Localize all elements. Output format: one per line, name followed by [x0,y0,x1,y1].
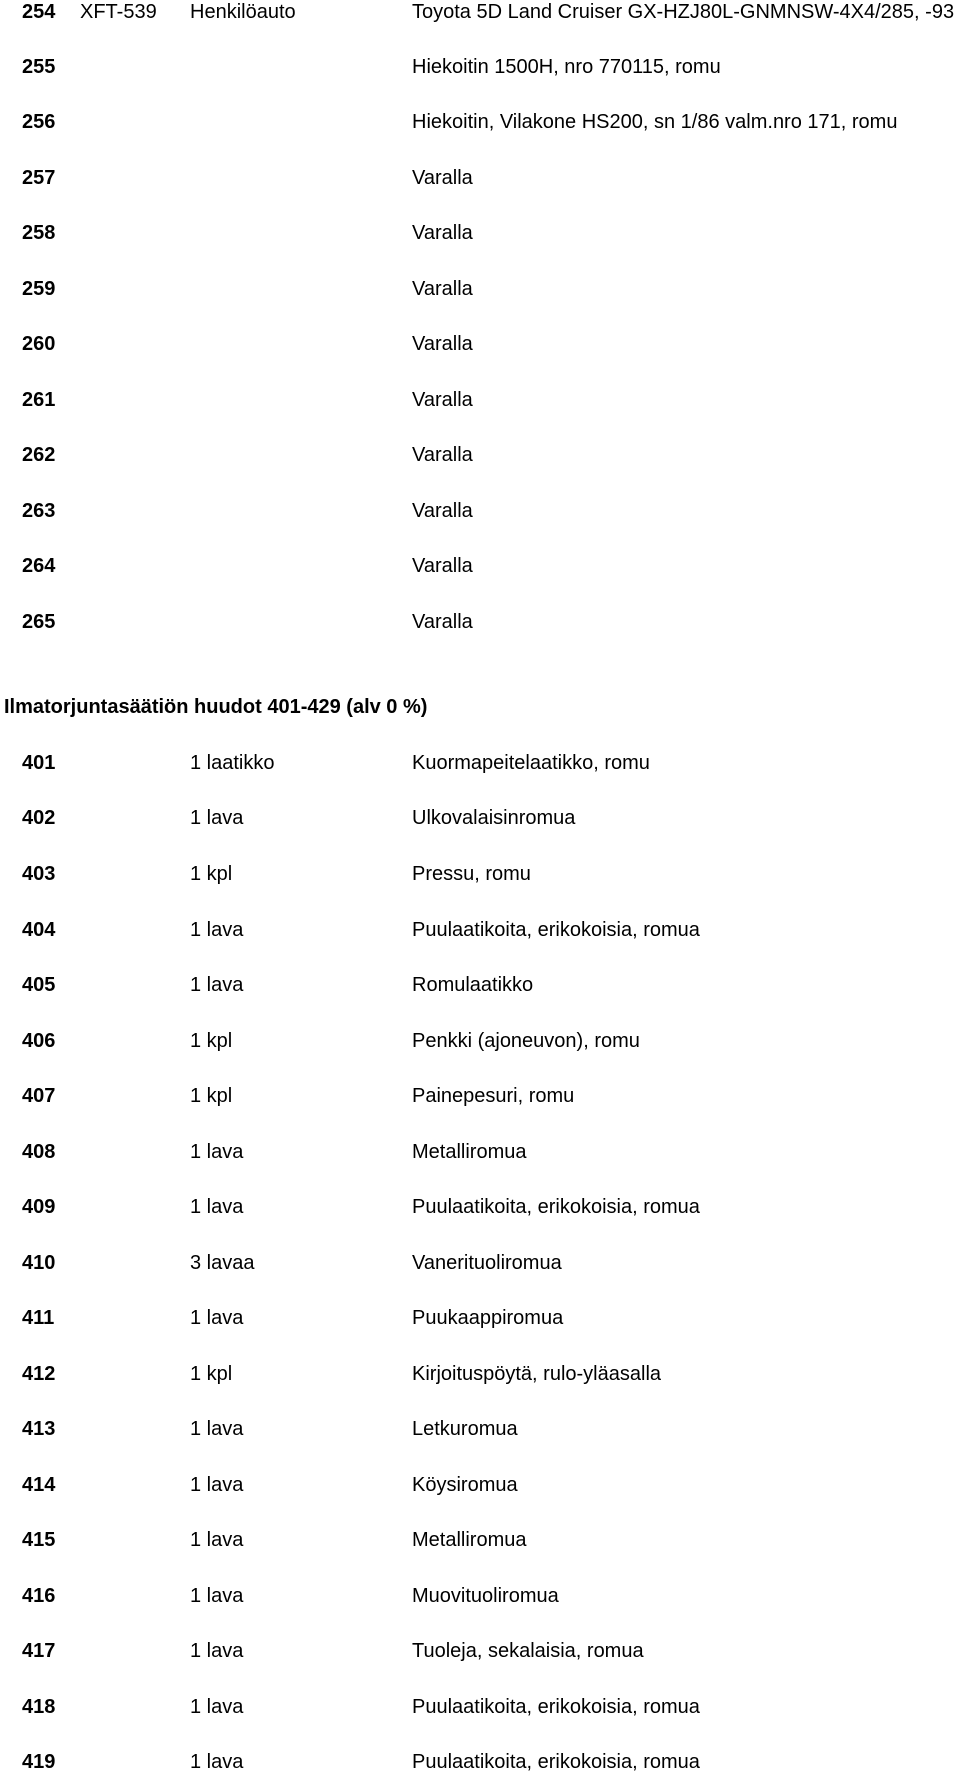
lot-quantity: 1 lava [190,1696,244,1718]
lot-quantity: 1 lava [190,1474,244,1496]
lot-number: 258 [22,222,56,244]
lot-row [0,1470,960,1500]
lot-quantity: 1 kpl [190,863,233,885]
lot-description: Ulkovalaisinromua [412,807,576,829]
lot-row [0,1747,960,1777]
lot-number: 411 [22,1307,55,1329]
lot-description: Varalla [412,611,473,633]
lot-number: 413 [22,1418,56,1440]
lot-quantity: 3 lavaa [190,1252,255,1274]
lot-quantity: 1 lava [190,1640,244,1662]
lot-quantity: 1 lava [190,1529,244,1551]
lot-row [0,440,960,470]
lot-row [0,1414,960,1444]
lot-number: 418 [22,1696,56,1718]
lot-description: Vanerituoliromua [412,1252,562,1274]
lot-number: 417 [22,1640,56,1662]
lot-number: 265 [22,611,56,633]
lot-description: Varalla [412,278,473,300]
lot-row [0,274,960,304]
lot-description: Letkuromua [412,1418,518,1440]
lot-description: Tuoleja, sekalaisia, romua [412,1640,644,1662]
lot-number: 409 [22,1196,56,1218]
lot-description: Painepesuri, romu [412,1085,575,1107]
registration-plate: XFT-539 [80,1,157,23]
lot-quantity: 1 lava [190,1751,244,1773]
lot-description: Romulaatikko [412,974,534,996]
lot-quantity: 1 kpl [190,1085,233,1107]
lot-description: Toyota 5D Land Cruiser GX-HZJ80L-GNMNSW-4X4/285, -93 [412,1,955,23]
lot-row [0,329,960,359]
lot-row [0,1303,960,1333]
lot-number: 254 [22,1,56,23]
lot-description: Puulaatikoita, erikokoisia, romua [412,1696,700,1718]
lot-quantity: 1 lava [190,974,244,996]
lot-number: 402 [22,807,56,829]
lot-row [0,1192,960,1222]
lot-number: 416 [22,1585,56,1607]
lot-description: Varalla [412,222,473,244]
lot-number: 419 [22,1751,56,1773]
lot-description: Varalla [412,389,473,411]
lot-description: Kirjoituspöytä, rulo-yläasalla [412,1363,662,1385]
lot-description: Varalla [412,555,473,577]
lot-number: 264 [22,555,56,577]
lot-row [0,1026,960,1056]
lot-number: 412 [22,1363,56,1385]
lot-description: Metalliromua [412,1529,527,1551]
lot-number: 415 [22,1529,56,1551]
lot-number: 401 [22,752,56,774]
lot-row [0,1525,960,1555]
lot-row [0,1636,960,1666]
lot-number: 257 [22,167,56,189]
lot-quantity: 1 lava [190,1307,244,1329]
lot-description: Puulaatikoita, erikokoisia, romua [412,919,700,941]
lot-description: Penkki (ajoneuvon), romu [412,1030,640,1052]
lot-number: 414 [22,1474,56,1496]
lot-description: Muovituoliromua [412,1585,559,1607]
lot-description: Hiekoitin, Vilakone HS200, sn 1/86 valm.nro 171, romu [412,111,898,133]
lot-number: 256 [22,111,56,133]
lot-row [0,551,960,581]
lot-row [0,0,960,27]
lot-description: Hiekoitin 1500H, nro 770115, romu [412,56,721,78]
lot-number: 406 [22,1030,56,1052]
lot-quantity: 1 lava [190,919,244,941]
lot-number: 255 [22,56,56,78]
lot-number: 263 [22,500,56,522]
lot-description: Pressu, romu [412,863,531,885]
lot-number: 410 [22,1252,56,1274]
lot-row [0,803,960,833]
lot-number: 408 [22,1141,56,1163]
lot-row [0,1581,960,1611]
lot-row [0,163,960,193]
lot-row [0,1248,960,1278]
lot-number: 403 [22,863,56,885]
lot-number: 262 [22,444,56,466]
lot-row [0,607,960,637]
lot-quantity: 1 kpl [190,1363,233,1385]
lot-number: 407 [22,1085,56,1107]
lot-row [0,1359,960,1389]
lot-description: Varalla [412,500,473,522]
lot-row [0,748,960,778]
section-heading: Ilmatorjuntasäätiön huudot 401-429 (alv 0 %) [4,696,428,718]
lot-row [0,52,960,82]
lot-row [0,915,960,945]
lot-number: 405 [22,974,56,996]
lot-description: Varalla [412,333,473,355]
lot-number: 261 [22,389,56,411]
lot-number: 260 [22,333,56,355]
lot-description: Puulaatikoita, erikokoisia, romua [412,1751,700,1773]
lot-quantity: 1 lava [190,1141,244,1163]
lot-quantity: 1 lava [190,1418,244,1440]
lot-quantity: 1 lava [190,1585,244,1607]
lot-description: Kuormapeitelaatikko, romu [412,752,650,774]
lot-row [0,859,960,889]
lot-row [0,1081,960,1111]
lot-description: Puulaatikoita, erikokoisia, romua [412,1196,700,1218]
lot-description: Puukaappiromua [412,1307,564,1329]
lot-description: Köysiromua [412,1474,518,1496]
lot-description: Varalla [412,167,473,189]
lot-row [0,1692,960,1722]
lot-quantity: 1 lava [190,1196,244,1218]
lot-row [0,496,960,526]
lot-quantity: 1 kpl [190,1030,233,1052]
lot-quantity: 1 lava [190,807,244,829]
lot-row [0,970,960,1000]
vehicle-type: Henkilöauto [190,1,296,23]
lot-row [0,1137,960,1167]
lot-row [0,107,960,137]
lot-description: Varalla [412,444,473,466]
lot-row [0,218,960,248]
lot-number: 259 [22,278,56,300]
lot-quantity: 1 laatikko [190,752,275,774]
lot-description: Metalliromua [412,1141,527,1163]
lot-row [0,385,960,415]
lot-number: 404 [22,919,56,941]
